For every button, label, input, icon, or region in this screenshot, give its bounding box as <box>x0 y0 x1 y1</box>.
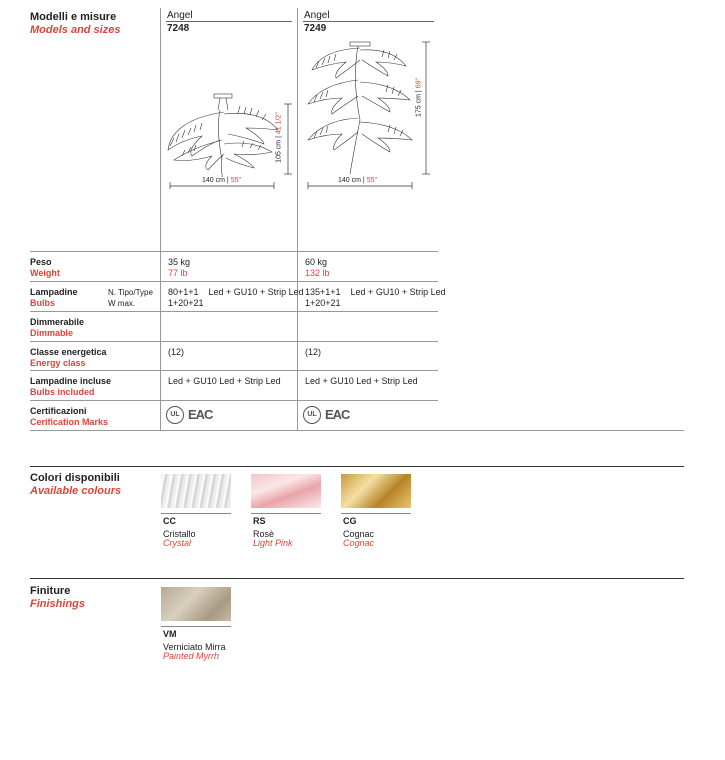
model-underline <box>166 21 292 22</box>
swatch-underline <box>161 513 231 514</box>
bulbs-label: Lampadine <box>30 287 78 297</box>
bulbs-included-label-en: Bulbs included <box>30 387 95 397</box>
bulbs-type-label: N. Tipo/Type <box>108 288 153 297</box>
height-in: 69" <box>415 78 423 89</box>
bulbs-wmax-label: W max. <box>108 299 136 308</box>
bulbs-watt: 1+20+21 <box>168 298 204 308</box>
height-in: 41 1/2" <box>275 112 283 135</box>
width-cm: 140 cm <box>338 177 361 184</box>
bulbs-included-value: Led + GU10 Led + Strip Led <box>305 376 418 386</box>
colour-name: Cristallo <box>163 529 196 539</box>
weight-value-lb: 132 lb <box>305 268 330 278</box>
swatch-light-pink <box>251 474 321 508</box>
model-code: 7249 <box>304 23 327 34</box>
weight-value-lb: 77 lb <box>168 268 188 278</box>
eac-mark-icon: EAC <box>325 407 350 422</box>
colours-title: Colori disponibili <box>30 472 120 484</box>
bulbs-watt: 1+20+21 <box>305 298 341 308</box>
colour-code: RS <box>253 516 266 526</box>
model-code: 7248 <box>167 23 190 34</box>
ul-mark-icon: UL <box>166 406 184 424</box>
swatch-underline <box>341 513 411 514</box>
swatch-painted-myrrh <box>161 587 231 621</box>
section-divider <box>30 466 684 467</box>
model-name: Angel <box>304 10 330 21</box>
colours-title-en: Available colours <box>30 485 122 497</box>
models-title: Modelli e misure <box>30 11 117 23</box>
row-divider <box>30 251 438 252</box>
colour-name: Cognac <box>343 529 375 539</box>
certifications-label: Certificazioni <box>30 406 87 416</box>
bulbs-value: 80+1+1 Led + GU10 + Strip Led <box>168 287 304 297</box>
height-cm: 105 cm <box>275 139 283 163</box>
colour-name-en: Cognac <box>343 538 375 548</box>
dimmable-label-en: Dimmable <box>30 328 74 338</box>
width-label: 140 cm | 55" <box>338 177 377 184</box>
finish-code: VM <box>163 629 177 639</box>
cert-marks <box>303 405 353 425</box>
eac-mark-icon: EAC <box>188 407 213 422</box>
cert-marks <box>166 405 216 425</box>
energy-label-en: Energy class <box>30 358 86 368</box>
height-cm: 175 cm <box>415 94 423 117</box>
dimmable-label: Dimmerabile <box>30 317 85 327</box>
row-divider <box>30 341 438 342</box>
energy-label: Classe energetica <box>30 347 107 357</box>
model-name: Angel <box>167 10 193 21</box>
swatch-underline <box>251 513 321 514</box>
row-divider <box>30 281 438 282</box>
models-title-en: Models and sizes <box>30 24 121 36</box>
finish-name: Verniciato Mirra <box>163 642 226 652</box>
finishes-title: Finiture <box>30 585 71 597</box>
row-divider <box>30 311 438 312</box>
row-divider <box>30 370 438 371</box>
weight-value: 35 kg <box>168 257 191 267</box>
colour-name-en: Crystal <box>163 538 192 548</box>
bulbs-value: 135+1+1 Led + GU10 + Strip Led <box>305 287 446 297</box>
height-label: 105 cm | 41 1/2" <box>275 112 283 163</box>
finishes-title-en: Finishings <box>30 598 85 610</box>
colour-code: CG <box>343 516 357 526</box>
bulbs-included-value: Led + GU10 Led + Strip Led <box>168 376 281 386</box>
certifications-label-en: Cerification Marks <box>30 417 109 427</box>
colour-name-en: Light Pink <box>253 538 293 548</box>
swatch-cognac <box>341 474 411 508</box>
width-label: 140 cm | 55" <box>202 177 241 184</box>
section-divider <box>30 578 684 579</box>
energy-value: (12) <box>168 347 185 357</box>
colour-code: CC <box>163 516 176 526</box>
bulbs-label-en: Bulbs <box>30 298 56 308</box>
width-in: 55" <box>230 177 241 184</box>
swatch-underline <box>161 626 231 627</box>
row-divider <box>30 400 438 401</box>
lamp-7249-drawing <box>302 40 417 180</box>
table-divider <box>160 8 161 430</box>
width-in: 55" <box>366 177 377 184</box>
row-divider <box>30 430 684 431</box>
energy-value: (12) <box>305 347 322 357</box>
weight-value: 60 kg <box>305 257 328 267</box>
width-cm: 140 cm <box>202 177 225 184</box>
colour-name: Rosè <box>253 529 275 539</box>
weight-label: Peso <box>30 257 52 267</box>
weight-label-en: Weight <box>30 268 60 278</box>
height-label: 175 cm | 69" <box>415 78 423 117</box>
table-divider <box>297 8 298 430</box>
model-underline <box>303 21 434 22</box>
ul-mark-icon: UL <box>303 406 321 424</box>
finish-name-en: Painted Myrrh <box>163 651 220 661</box>
swatch-crystal <box>161 474 231 508</box>
bulbs-included-label: Lampadine incluse <box>30 376 112 386</box>
